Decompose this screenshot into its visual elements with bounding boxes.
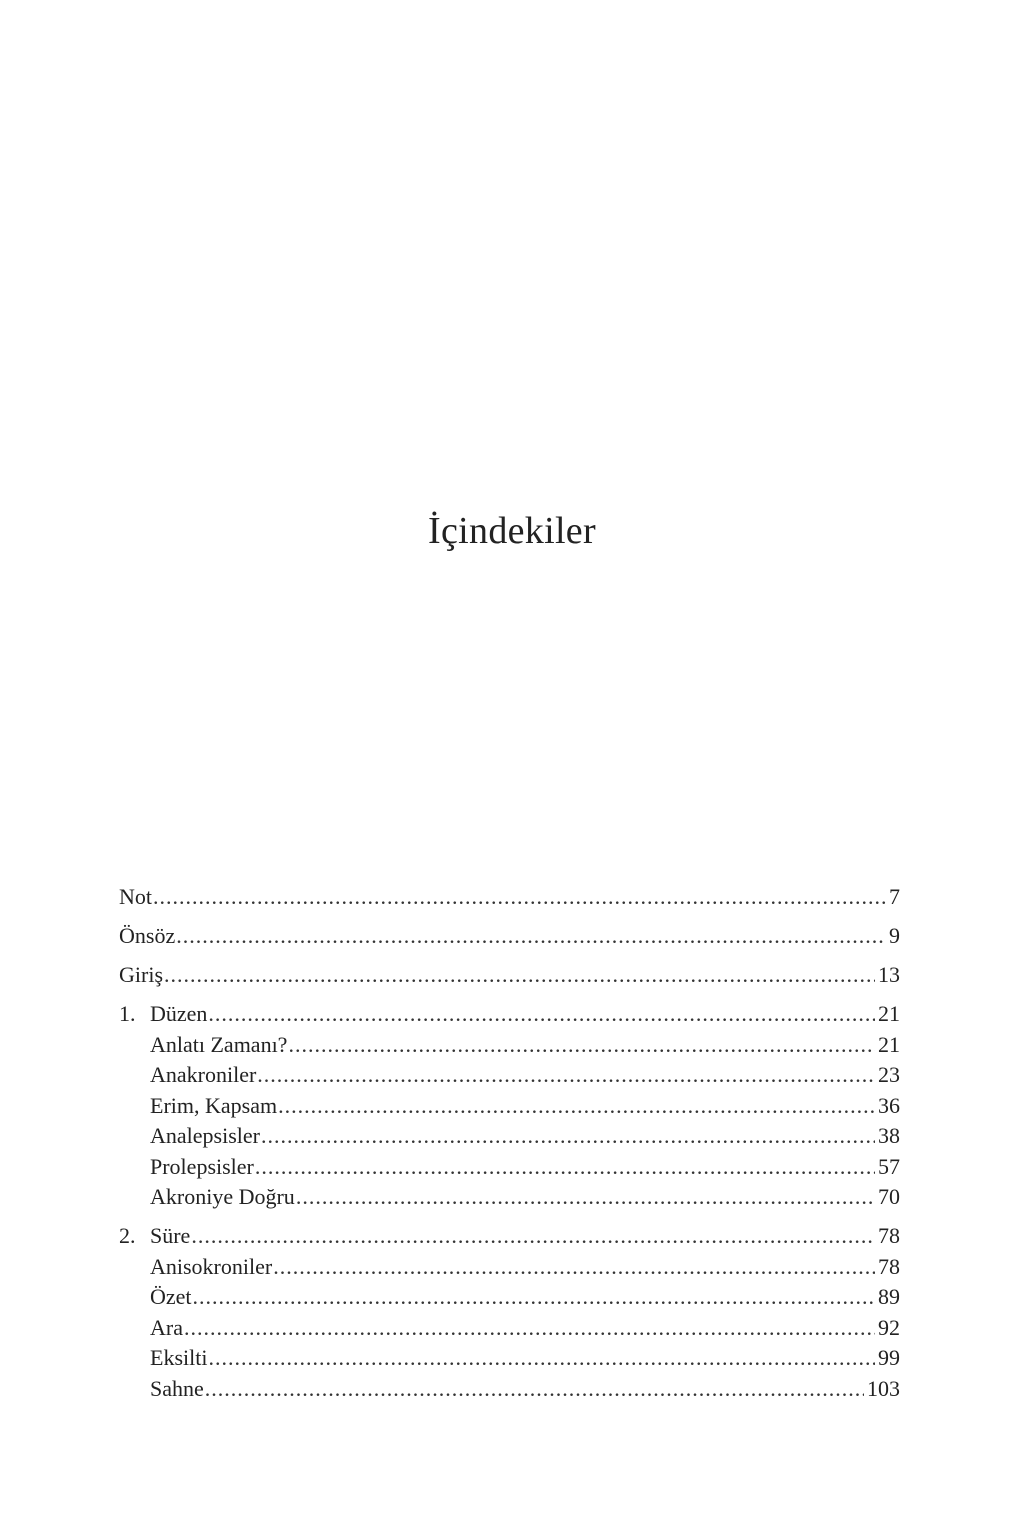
toc-subentry[interactable] [119, 1030, 900, 1060]
dot-leader [288, 1030, 875, 1060]
toc-subentry[interactable] [119, 1152, 900, 1182]
toc-subentry[interactable] [119, 1343, 900, 1373]
page-title: İçindekiler [428, 510, 596, 552]
toc-entry-page: 103 [867, 1376, 900, 1401]
toc-entry-page: 57 [878, 1154, 900, 1179]
dot-leader [261, 1121, 875, 1151]
dot-leader [153, 882, 886, 912]
toc-subentry[interactable] [119, 1091, 900, 1121]
dot-leader [257, 1060, 875, 1090]
toc-entry-page: 99 [878, 1345, 900, 1370]
toc-entry-label: Ara [150, 1315, 183, 1340]
toc-chapter-1[interactable] [119, 999, 900, 1029]
toc-entry-label: Önsöz [119, 923, 176, 948]
toc-entry-label: Süre [150, 1223, 191, 1248]
toc-entry-page: 21 [878, 1032, 900, 1057]
dot-leader [164, 960, 875, 990]
toc-entry-label: Anlatı Zamanı? [150, 1032, 288, 1057]
toc-entry-page: 23 [878, 1062, 900, 1087]
toc-entry-page: 9 [889, 923, 900, 948]
toc-entry-page: 92 [878, 1315, 900, 1340]
toc-entry-page: 21 [878, 1001, 900, 1026]
dot-leader [273, 1252, 875, 1282]
toc-subentry[interactable] [119, 1374, 900, 1404]
toc-entry-label: Düzen [150, 1001, 208, 1026]
chapter-number: 1. [119, 1001, 136, 1026]
dot-leader [176, 921, 886, 951]
toc-entry-giris[interactable] [119, 960, 900, 990]
dot-leader [184, 1313, 875, 1343]
dot-leader [191, 1221, 875, 1251]
toc-entry-page: 70 [878, 1184, 900, 1209]
toc-subentry[interactable] [119, 1282, 900, 1312]
dot-leader [278, 1091, 875, 1121]
toc-subentry[interactable] [119, 1182, 900, 1212]
toc-entry-label: Prolepsisler [150, 1154, 254, 1179]
dot-leader [255, 1152, 875, 1182]
toc-entry-page: 13 [878, 962, 900, 987]
toc-entry-label: Özet [150, 1284, 192, 1309]
toc-entry-label: Anakroniler [150, 1062, 257, 1087]
toc-chapter-2[interactable] [119, 1221, 900, 1251]
dot-leader [296, 1182, 875, 1212]
toc-entry-page: 36 [878, 1093, 900, 1118]
toc-entry-label: Erim, Kapsam [150, 1093, 278, 1118]
toc-entry-label: Eksilti [150, 1345, 208, 1370]
toc-entry-label: Analepsisler [150, 1123, 260, 1148]
toc-subentry[interactable] [119, 1252, 900, 1282]
toc-entry-page: 89 [878, 1284, 900, 1309]
dot-leader [208, 999, 875, 1029]
chapter-number: 2. [119, 1223, 136, 1248]
toc-entry-label: Sahne [150, 1376, 204, 1401]
toc-subentry[interactable] [119, 1121, 900, 1151]
toc-entry-label: Anisokroniler [150, 1254, 273, 1279]
toc-entry-page: 7 [889, 884, 900, 909]
dot-leader [205, 1374, 864, 1404]
toc-entry-not[interactable] [119, 882, 900, 912]
toc-entry-page: 78 [878, 1254, 900, 1279]
toc-entry-page: 78 [878, 1223, 900, 1248]
toc-subentry[interactable] [119, 1060, 900, 1090]
toc-subentry[interactable] [119, 1313, 900, 1343]
dot-leader [193, 1282, 875, 1312]
toc-entry-page: 38 [878, 1123, 900, 1148]
dot-leader [208, 1343, 875, 1373]
toc-entry-label: Giriş [119, 962, 163, 987]
toc-entry-label: Not [119, 884, 152, 909]
toc-entry-label: Akroniye Doğru [150, 1184, 295, 1209]
toc-entry-onsoz[interactable] [119, 921, 900, 951]
